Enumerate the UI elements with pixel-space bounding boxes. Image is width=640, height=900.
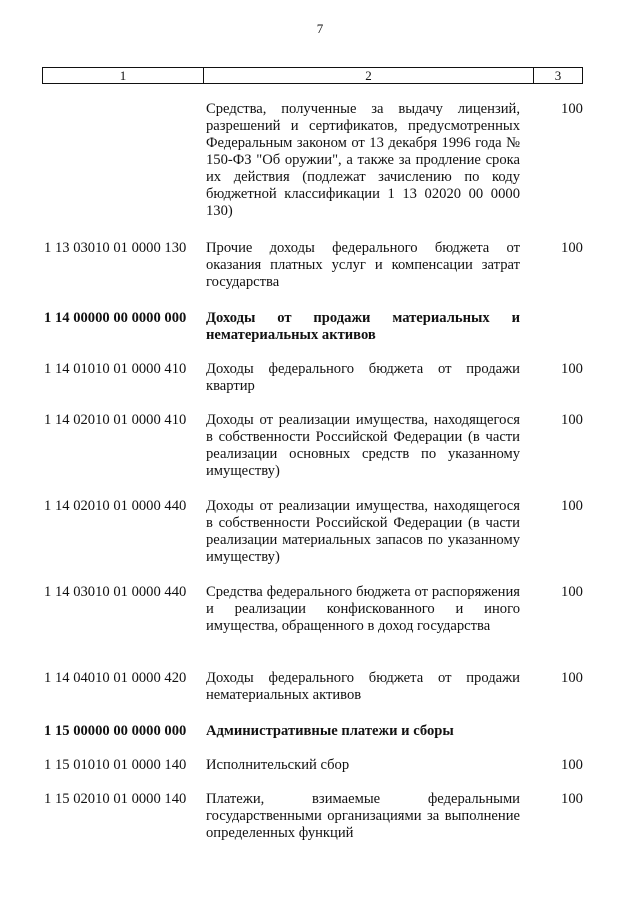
row-code: 1 14 01010 01 0000 410 [44,361,187,377]
row-code: 1 13 03010 01 0000 130 [44,240,187,256]
header-col-3: 3 [554,68,562,83]
row-description: Средства, полученные за выдачу лицензий, разрешений и сертификатов, предусмотренных Федеральным законом от 13 декабря 1996 года № 150-ФЗ "Об оружии", а также за продление срока их действия (подлежат зачислению по коду бюджетной классификации 1 13 02020 00 0000 130) [206,101,520,219]
row-code: 1 14 04010 01 0000 420 [44,670,187,686]
row-value: 100 [561,670,583,686]
row-description: Административные платежи и сборы [206,723,454,739]
row-code: 1 14 03010 01 0000 440 [44,584,187,600]
page-number: 7 [316,21,324,36]
row-description: Доходы от реализации имущества, находящегося в собственности Российской Федерации (в части реализации материальных запасов по указанному имуществу) [206,498,520,565]
header-col-1: 1 [43,68,204,83]
row-description: Исполнительский сбор [206,757,350,773]
row-description: Платежи, взимаемые федеральными государственными организациями за выполнение определенных функций [206,791,520,841]
row-code: 1 15 02010 01 0000 140 [44,791,187,807]
row-value: 100 [561,791,583,807]
row-code: 1 15 01010 01 0000 140 [44,757,187,773]
row-value: 100 [561,584,583,600]
row-value: 100 [561,498,583,514]
row-code: 1 15 00000 00 0000 000 [44,723,187,739]
row-value: 100 [561,757,583,773]
row-description: Прочие доходы федерального бюджета от оказания платных услуг и компенсации затрат государства [206,240,520,290]
row-value: 100 [561,101,583,117]
row-code: 1 14 00000 00 0000 000 [44,310,187,326]
row-description: Доходы от реализации имущества, находящегося в собственности Российской Федерации (в части реализации основных средств по указанному имуществу) [206,412,520,479]
row-description: Доходы федерального бюджета от продажи нематериальных активов [206,670,520,703]
row-value: 100 [561,361,583,377]
row-value: 100 [561,240,583,256]
row-description: Доходы от продажи материальных и нематериальных активов [206,310,520,343]
row-description: Доходы федерального бюджета от продажи квартир [206,361,520,394]
row-value: 100 [561,412,583,428]
header-col-2: 2 [204,68,534,83]
row-code: 1 14 02010 01 0000 440 [44,498,187,514]
table-header [42,67,583,84]
row-code: 1 14 02010 01 0000 410 [44,412,187,428]
row-description: Средства федерального бюджета от распоряжения и реализации конфискованного и иного имущества, обращенного в доход государства [206,584,520,634]
